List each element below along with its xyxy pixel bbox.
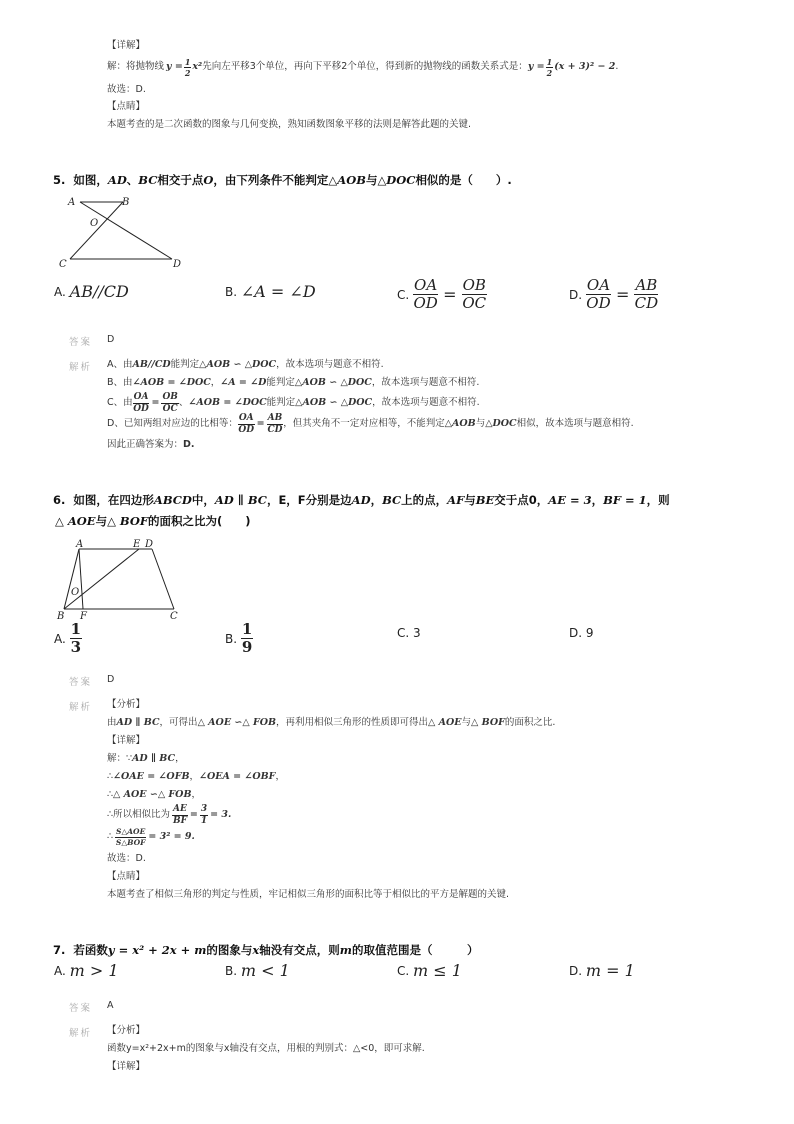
fraction: $\frac{\text{S△AOE}}{\text{S△BOF}}$ <box>115 827 146 847</box>
fraction: $\frac{1}{9}$ <box>241 620 253 656</box>
q6-stem-line-2: △ AOE与△ BOF的面积之比为( ) <box>55 514 251 528</box>
q5-analysis-label: 解析 <box>69 362 93 373</box>
fraction: $\frac{AB}{CD}$ <box>267 412 283 435</box>
fraction: $\frac{AE}{BF}$ <box>172 803 187 826</box>
detail-heading: 【详解】 <box>107 40 146 51</box>
q5-analysis-line-1: A、由AB//CD能判定△AOB ∽ △DOC，故本选项与题意不相符. <box>107 359 384 370</box>
q7-analysis-heading: 【分析】 <box>107 1025 146 1036</box>
q6-detail-line-3: ∴△ AOE ∽△ FOB， <box>107 789 201 800</box>
segment-ab <box>64 549 79 609</box>
q7-detail-heading: 【详解】 <box>107 1061 146 1072</box>
q6-option-c[interactable]: C. 3 <box>397 626 421 640</box>
fraction: $\frac{OB}{OC}$ <box>162 391 178 414</box>
fig-label-c: C <box>170 611 178 622</box>
q5-figure <box>56 193 186 271</box>
fraction: $\frac{AB}{CD}$ <box>634 276 659 312</box>
q6-detail-line-1: 解：∵AD ∥ BC， <box>107 753 185 764</box>
q6-analysis-heading: 【分析】 <box>107 699 146 710</box>
fig-label-o: O <box>71 587 80 598</box>
fraction: $\frac{OB}{OC}$ <box>462 276 487 312</box>
fraction: $\frac{1}{3}$ <box>70 620 82 656</box>
q6-point-text: 本题考查了相似三角形的判定与性质，牢记相似三角形的面积比等于相似比的平方是解题的关键. <box>107 889 510 900</box>
fig-label-e: E <box>133 539 141 550</box>
fig-label-c: C <box>59 259 67 270</box>
fig-label-f: F <box>80 611 87 622</box>
q6-detail-line-2: ∴∠OAE = ∠OFB，∠OEA = ∠OBF， <box>107 771 285 782</box>
q6-detail-line-5: ∴ $\frac{\text{S△AOE}}{\text{S△BOF}}$ = 3² = 9. <box>107 827 195 847</box>
fraction: $\frac{1}{2}$ <box>184 56 191 78</box>
fraction: $\frac{OA}{OD}$ <box>133 391 149 414</box>
q7-option-c[interactable]: C. m ≤ 1 <box>397 961 462 980</box>
q6-stem-line-1: 6. 如图，在四边形ABCD中，AD ∥ BC，E，F分别是边AD，BC上的点，AF与BE交于点0，AE = 3，BF = 1，则 <box>53 493 670 507</box>
q5-analysis-line-5: 因此正确答案为：D. <box>107 439 195 450</box>
q5-option-d[interactable]: D. $\frac{OA}{OD}$ = $\frac{AB}{CD}$ <box>569 276 659 312</box>
q5-stem: 5. 如图，AD、BC相交于点O，由下列条件不能判定△AOB与△DOC相似的是（ ）. <box>53 173 512 187</box>
q6-figure <box>54 536 186 622</box>
point-heading: 【点睛】 <box>107 101 146 112</box>
fraction: $\frac{1}{2}$ <box>546 56 553 78</box>
top-solution-line: 解：将抛物线 y = $\frac{1}{2}$ x² 先向左平移3个单位，再向下平移2个单位，得到新的抛物线的函数关系式是： y = $\frac{1}{2}$ (x + 3)² − 2 . <box>107 56 619 78</box>
q7-option-d[interactable]: D. m = 1 <box>569 961 635 980</box>
segment-dc <box>152 549 174 609</box>
fig-label-o: O <box>90 218 99 229</box>
q5-analysis-line-3: C、由 $\frac{OA}{OD}$ = $\frac{OB}{OC}$ 、 ∠AOB = ∠DOC 能判定 △AOB ∽ △DOC ，故本选项与题意不相符. <box>107 391 480 414</box>
q5-answer-label: 答案 <box>69 337 93 348</box>
q7-analysis-line-1: 函数y=x²+2x+m的图象与x轴没有交点，用根的判别式：△<0，即可求解. <box>107 1043 425 1054</box>
q6-analysis-line-1: 由AD ∥ BC，可得出△ AOE ∽△ FOB，再利用相似三角形的性质即可得出△ AOE与△ BOF的面积之比. <box>107 717 556 728</box>
q7-stem: 7. 若函数y = x² + 2x + m的图象与x轴没有交点，则m的取值范围是（ ） <box>53 943 479 957</box>
q7-option-a[interactable]: A. m > 1 <box>54 961 119 980</box>
q5-analysis-line-4: D、已知两组对应边的比相等： $\frac{OA}{OD}$ = $\frac{AB}{CD}$ ，但其夹角不一定对应相等，不能判定 △AOB 与 △DOC 相似，故本选项与题意相符. <box>107 412 634 435</box>
fig-label-d: D <box>145 539 154 550</box>
fig-label-a: A <box>68 197 76 208</box>
segment-bc <box>70 202 123 259</box>
q7-option-b[interactable]: B. m < 1 <box>225 961 290 980</box>
fraction: $\frac{OA}{OD}$ <box>413 276 438 312</box>
q5-option-c[interactable]: C. $\frac{OA}{OD}$ = $\frac{OB}{OC}$ <box>397 276 487 312</box>
fig-label-b: B <box>122 197 130 208</box>
segment-af <box>79 549 83 609</box>
q6-analysis-label: 解析 <box>69 702 93 713</box>
point-text: 本题考查的是二次函数的图象与几何变换，熟知函数图象平移的法则是解答此题的关键. <box>107 119 472 130</box>
segment-be <box>64 549 139 609</box>
q7-answer-label: 答案 <box>69 1003 93 1014</box>
q5-answer: D <box>107 334 115 345</box>
q6-option-a[interactable]: A. $\frac{1}{3}$ <box>54 620 82 656</box>
fig-label-a: A <box>76 539 84 550</box>
q6-choose: 故选：D. <box>107 853 146 864</box>
q7-analysis-label: 解析 <box>69 1028 93 1039</box>
q6-answer-label: 答案 <box>69 677 93 688</box>
q6-point-heading: 【点睛】 <box>107 871 146 882</box>
fraction: $\frac{OA}{OD}$ <box>238 412 255 435</box>
fraction: $\frac{3}{1}$ <box>200 803 208 826</box>
q5-analysis-line-2: B、由∠AOB = ∠DOC，∠A = ∠D能判定△AOB ∽ △DOC，故本选项与题意不相符. <box>107 377 480 388</box>
q6-option-d[interactable]: D. 9 <box>569 626 594 640</box>
q6-detail-line-4: ∴所以相似比为 $\frac{AE}{BF}$ = $\frac{3}{1}$ = 3. <box>107 803 232 826</box>
fig-label-d: D <box>173 259 182 270</box>
q5-option-b[interactable]: B. ∠A = ∠D <box>225 282 316 301</box>
q5-option-a[interactable]: A. AB//CD <box>54 282 129 301</box>
fraction: $\frac{OA}{OD}$ <box>586 276 611 312</box>
q6-option-b[interactable]: B. $\frac{1}{9}$ <box>225 620 253 656</box>
q7-answer: A <box>107 1000 114 1011</box>
top-choose: 故选：D. <box>107 84 146 95</box>
q6-answer: D <box>107 674 115 685</box>
q6-detail-heading: 【详解】 <box>107 735 146 746</box>
segment-ad <box>80 202 172 259</box>
fig-label-b: B <box>57 611 65 622</box>
